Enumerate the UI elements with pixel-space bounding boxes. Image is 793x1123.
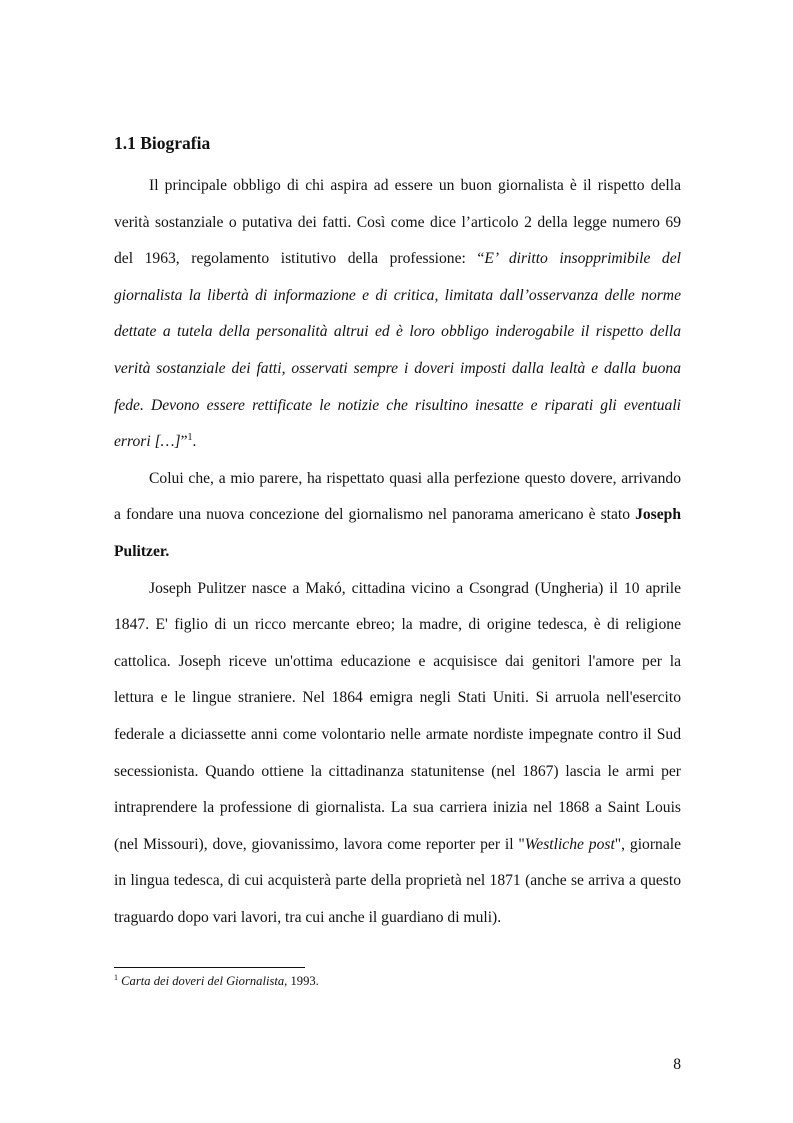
body-text	[114, 168, 681, 936]
paragraph-2-text: Colui che, a mio parere, ha rispettato quasi alla perfezione questo dovere, arrivando a fondare una nuova concezione del giornalismo nel panorama americano è stato	[114, 469, 681, 524]
quote-close: ”	[180, 433, 188, 451]
newspaper-title: Westliche post	[524, 835, 615, 853]
law-quote: E’ diritto insopprimibile del giornalista la libertà di informazione e di critica, limitata dall’osservanza delle norme dettate a tutela della personalità altrui ed è loro obbligo inderogabile il rispetto della verità sostanziale dei fatti, osservati sempre i doveri imposti dalla lealtà e dalla buona fede. Devono essere rettificate le notizie che risultino inesatte e riparati gli eventuali errori […]	[114, 250, 681, 451]
paragraph-1	[114, 168, 681, 461]
footnote-title: Carta dei doveri del Giornalista	[121, 974, 285, 988]
footnote-reference: 1	[187, 432, 193, 444]
paragraph-1-end: .	[192, 433, 197, 451]
footnote	[114, 974, 319, 989]
pulitzer-name: Joseph Pulitzer.	[114, 506, 681, 560]
footnote-divider	[114, 967, 305, 968]
footnote-rest: , 1993.	[284, 974, 319, 988]
page-number: 8	[673, 1056, 681, 1073]
paragraph-1-intro: Il principale obbligo di chi aspira ad essere un buon giornalista è il rispetto della verità sostanziale o putativa dei fatti. Così come dice l’articolo 2 della legge numero 69 del 1963, regolamento istitutivo della professione: “	[114, 177, 681, 268]
paragraph-3-text-2: ", giornale in lingua tedesca, di cui acquisterà parte della proprietà nel 1871 (anche se arriva a questo traguardo dopo vari lavori, tra cui anche il guardiano di muli).	[114, 835, 681, 926]
paragraph-3-text-1: Joseph Pulitzer nasce a Makó, cittadina vicino a Csongrad (Ungheria) il 10 aprile 1847. E' figlio di un ricco mercante ebreo; la madre, di origine tedesca, è di religione cattolica. Joseph riceve un'ottima educazione e acquisisce dai genitori l'amore per la lettura e le lingue straniere. Nel 1864 emigra negli Stati Uniti. Si arruola nell'esercito federale a diciassette anni come volontario nelle armate nordiste impegnate contro il Sud secessionista. Quando ottiene la cittadinanza statunitense (nel 1867) lascia le armi per intraprendere la professione di giornalista. La sua carriera inizia nel 1868 a Saint Louis (nel Missouri), dove, giovanissimo, lavora come reporter per il "	[114, 579, 681, 853]
paragraph-3	[114, 571, 681, 937]
footnote-number: 1	[114, 973, 118, 982]
paragraph-2	[114, 461, 681, 571]
section-heading: 1.1 Biografia	[114, 133, 211, 153]
